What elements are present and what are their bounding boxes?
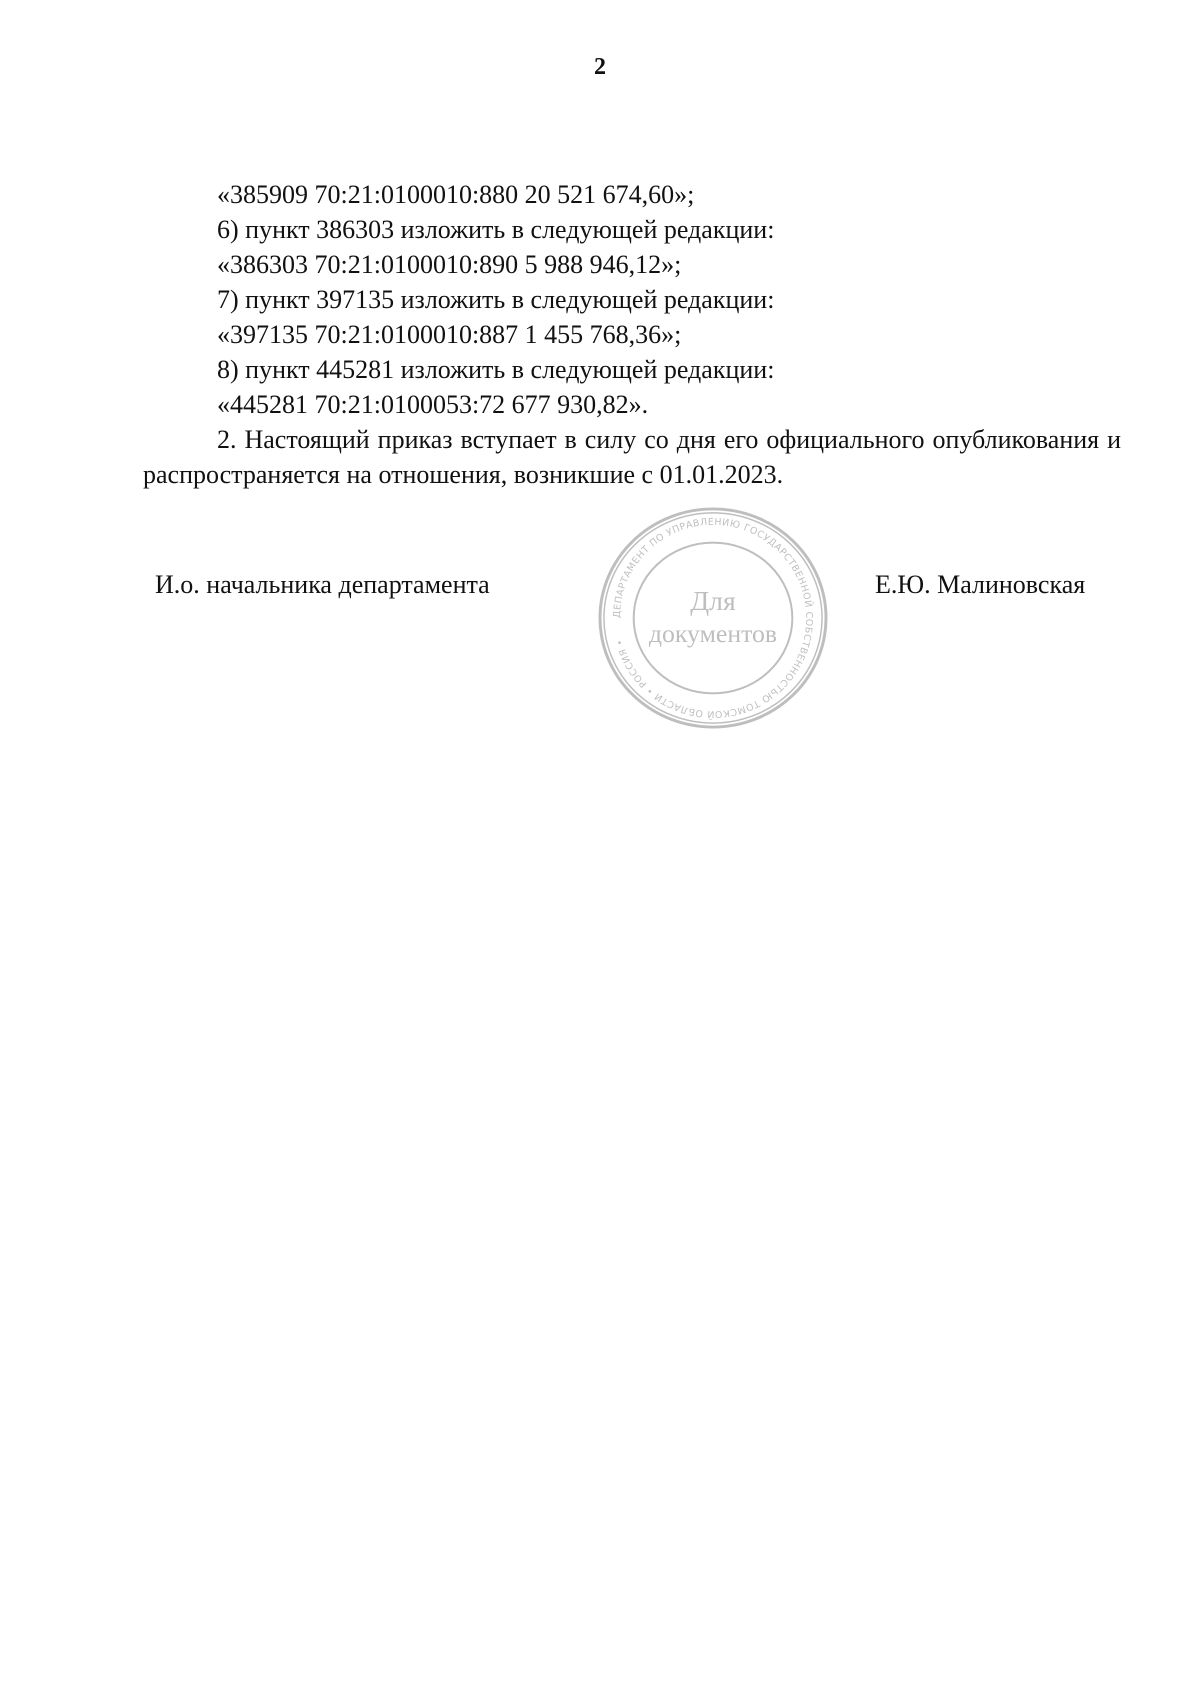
official-seal-stamp <box>594 503 832 733</box>
page-number: 2 <box>594 54 606 80</box>
seal-ring-text: ДЕПАРТАМЕНТ ПО УПРАВЛЕНИЮ ГОСУДАРСТВЕННОЙ СОБСТВЕННОСТЬЮ ТОМСКОЙ ОБЛАСТИ • РОССИЯ • <box>611 516 815 720</box>
signatory-name: Е.Ю. Малиновская <box>875 570 1086 599</box>
seal-center-text-2: документов <box>648 618 778 648</box>
body-line-7: «445281 70:21:0100053:72 677 930,82». <box>217 390 649 419</box>
body-line-6: 8) пункт 445281 изложить в следующей редакции: <box>217 355 775 384</box>
seal-graphic <box>594 503 832 733</box>
seal-center-text-1: Для <box>690 586 736 618</box>
body-line-4: 7) пункт 397135 изложить в следующей редакции: <box>217 285 775 314</box>
body-line-3: «386303 70:21:0100010:890 5 988 946,12»; <box>217 250 682 279</box>
body-line-2: 6) пункт 386303 изложить в следующей редакции: <box>217 215 775 244</box>
body-line-1: «385909 70:21:0100010:880 20 521 674,60»; <box>217 180 695 209</box>
signatory-title: И.о. начальника департамента <box>155 570 490 599</box>
body-line-5: «397135 70:21:0100010:887 1 455 768,36»; <box>217 320 682 349</box>
document-body <box>143 177 1121 492</box>
paragraph-2: 2. Настоящий приказ вступает в силу со дня его официального опубликования и распространяется на отношения, возникшие с 01.01.2023. <box>143 425 1121 489</box>
